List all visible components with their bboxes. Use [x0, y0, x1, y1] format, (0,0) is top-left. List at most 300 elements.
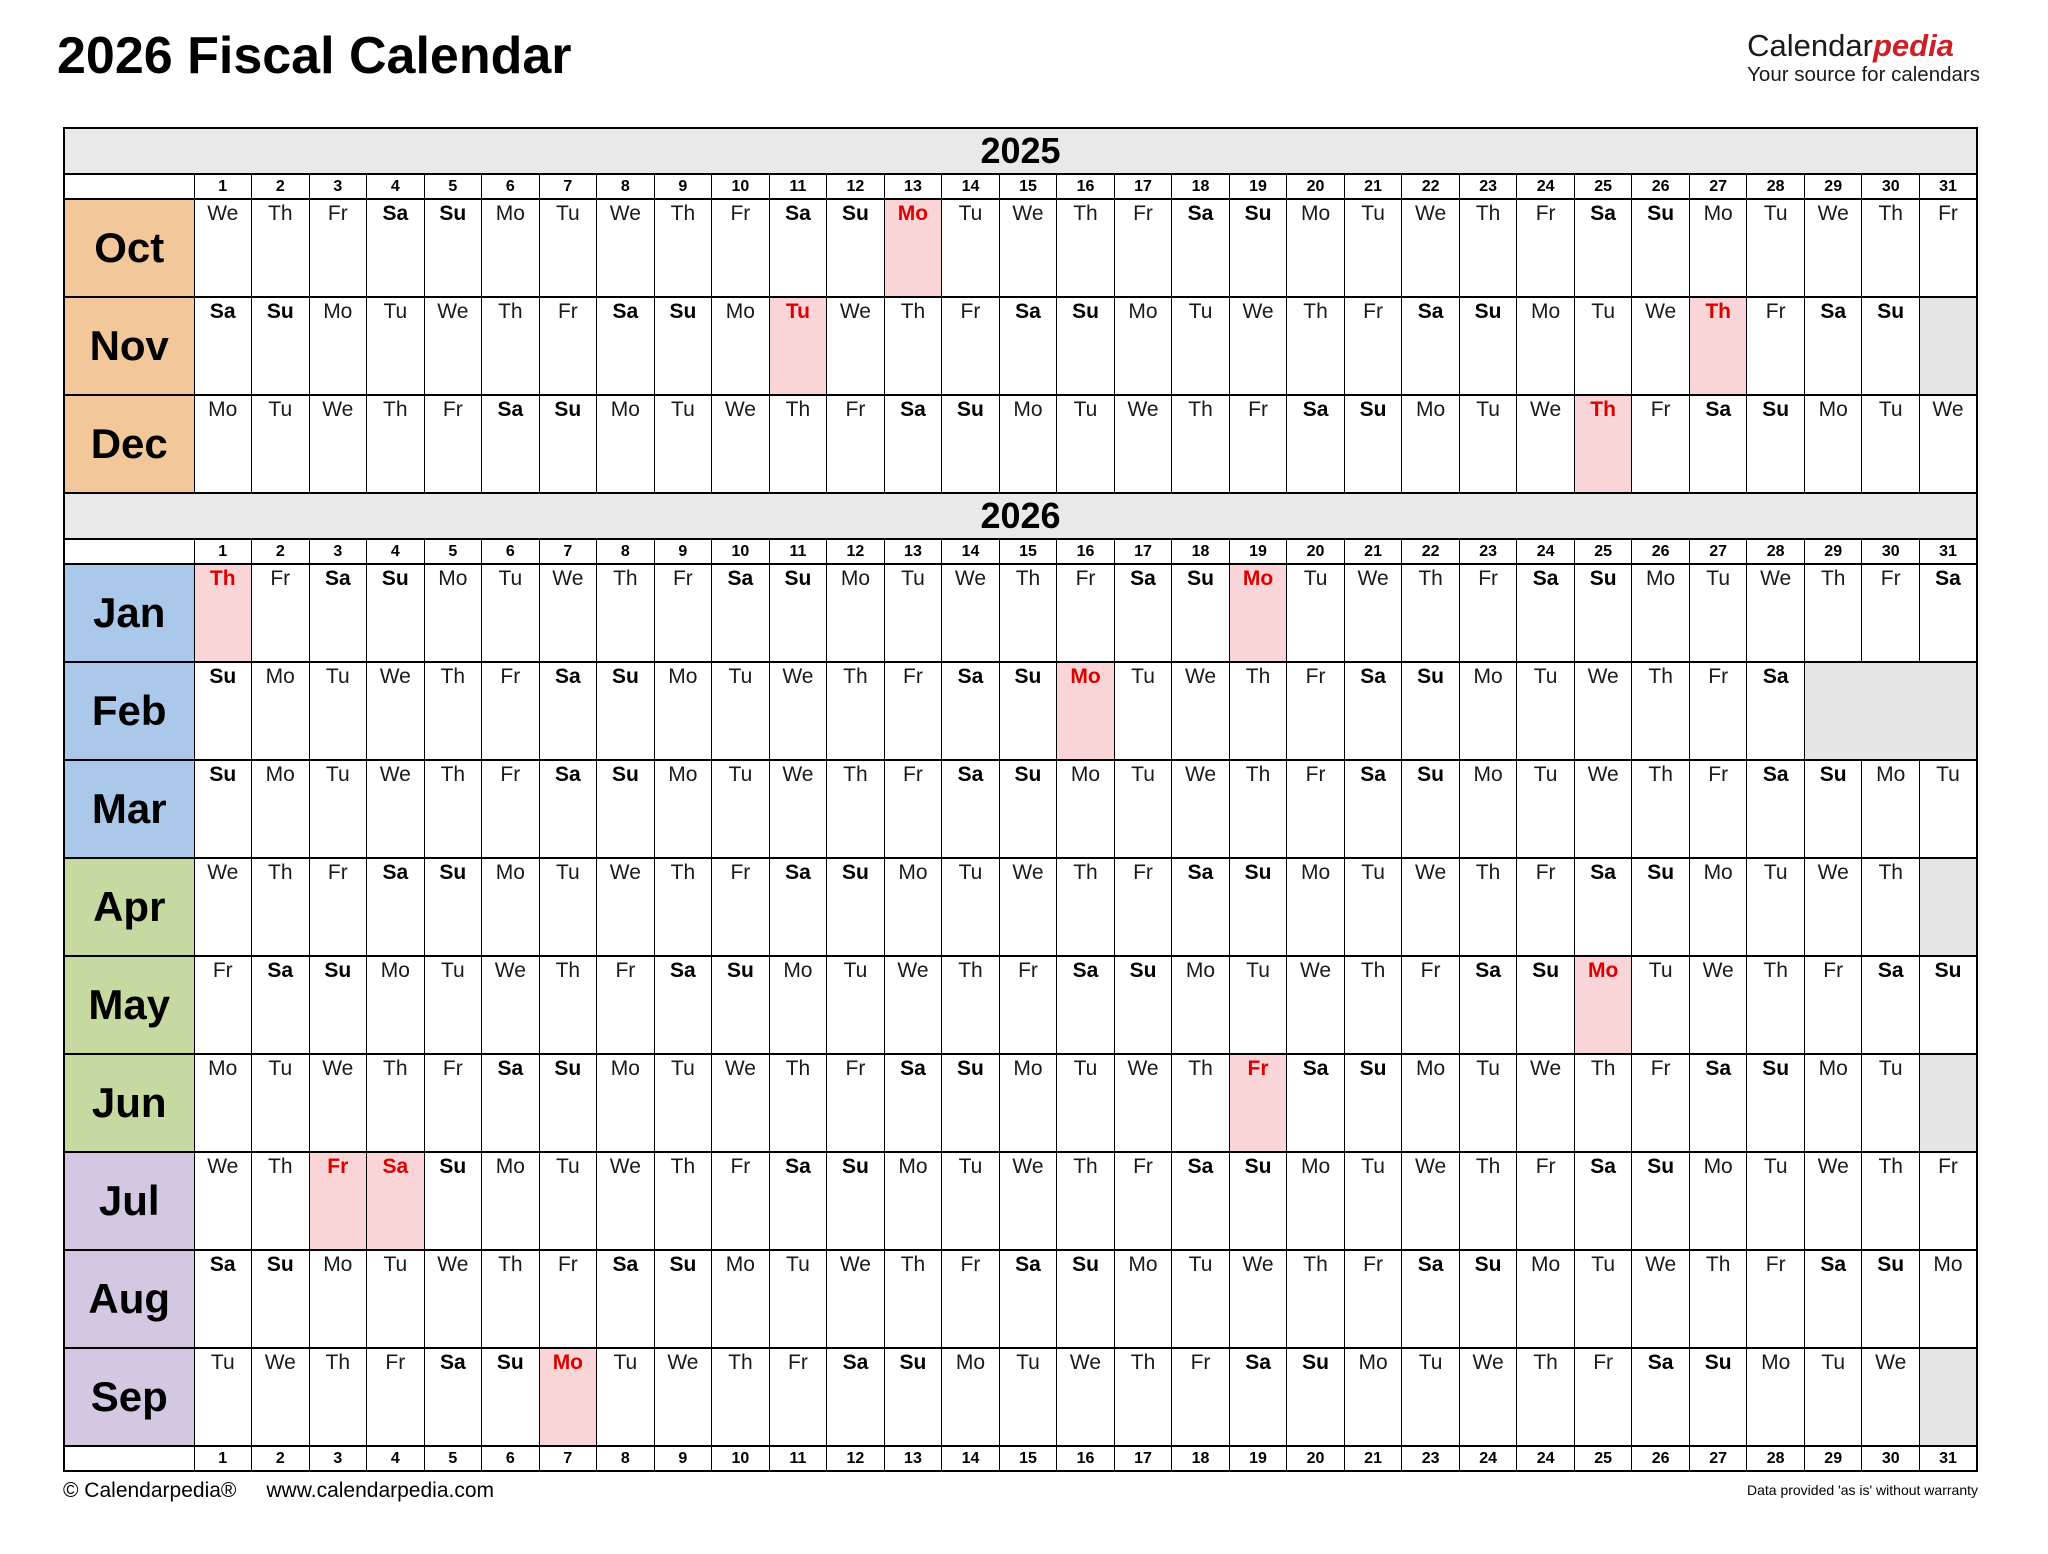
day-Jul-31: Fr — [1919, 1152, 1977, 1250]
day-Jan-8: Th — [597, 564, 655, 662]
month-row-Oct — [64, 199, 1977, 297]
day-Mar-30: Mo — [1862, 760, 1920, 858]
day-Sep-13: Su — [884, 1348, 942, 1446]
day-Dec-25: Th — [1574, 395, 1632, 493]
day-Aug-9: Su — [654, 1250, 712, 1348]
day-May-21: Th — [1344, 956, 1402, 1054]
month-label-Aug: Aug — [64, 1250, 194, 1348]
day-Apr-19: Su — [1229, 858, 1287, 956]
day-Aug-19: We — [1229, 1250, 1287, 1348]
day-Jun-30: Tu — [1862, 1054, 1920, 1152]
day-Mar-16: Mo — [1057, 760, 1115, 858]
day-Jun-19: Fr — [1229, 1054, 1287, 1152]
day-number-row-2026-cell-16: 16 — [1057, 539, 1115, 564]
day-Jan-12: Mo — [827, 564, 885, 662]
day-Dec-11: Th — [769, 395, 827, 493]
day-Jul-10: Fr — [712, 1152, 770, 1250]
day-Jun-18: Th — [1172, 1054, 1230, 1152]
day-Jun-25: Th — [1574, 1054, 1632, 1152]
day-Feb-28: Sa — [1747, 662, 1805, 760]
day-Jan-7: We — [539, 564, 597, 662]
day-Oct-28: Tu — [1747, 199, 1805, 297]
day-Aug-28: Fr — [1747, 1250, 1805, 1348]
day-Nov-7: Fr — [539, 297, 597, 395]
day-number-row-bottom-cell-14: 14 — [942, 1446, 1000, 1471]
day-Jul-26: Su — [1632, 1152, 1690, 1250]
day-Sep-5: Sa — [424, 1348, 482, 1446]
day-Nov-15: Sa — [999, 297, 1057, 395]
day-number-row-2026-cell-28: 28 — [1747, 539, 1805, 564]
day-Oct-15: We — [999, 199, 1057, 297]
day-number-row-bottom-cell-20: 20 — [1287, 1446, 1345, 1471]
year-row-2025 — [64, 128, 1977, 174]
day-Apr-24: Fr — [1517, 858, 1575, 956]
day-Apr-5: Su — [424, 858, 482, 956]
day-number-row-bottom-cell-23: 24 — [1459, 1446, 1517, 1471]
day-Sep-27: Su — [1689, 1348, 1747, 1446]
day-number-row-2026-cell-26: 26 — [1632, 539, 1690, 564]
day-Jan-20: Tu — [1287, 564, 1345, 662]
day-Apr-17: Fr — [1114, 858, 1172, 956]
day-Sep-17: Th — [1114, 1348, 1172, 1446]
month-row-Aug — [64, 1250, 1977, 1348]
day-Jun-21: Su — [1344, 1054, 1402, 1152]
day-Apr-29: We — [1804, 858, 1862, 956]
day-Nov-10: Mo — [712, 297, 770, 395]
day-Nov-16: Su — [1057, 297, 1115, 395]
year-header-2026: 2026 — [64, 493, 1977, 539]
day-Jul-4: Sa — [367, 1152, 425, 1250]
calendar-body — [64, 128, 1977, 1471]
day-number-row-bottom-cell-29: 29 — [1804, 1446, 1862, 1471]
day-Feb-22: Su — [1402, 662, 1460, 760]
day-Mar-6: Fr — [482, 760, 540, 858]
day-Nov-8: Sa — [597, 297, 655, 395]
day-Apr-12: Su — [827, 858, 885, 956]
day-Aug-16: Su — [1057, 1250, 1115, 1348]
day-Feb-21: Sa — [1344, 662, 1402, 760]
day-Dec-23: Tu — [1459, 395, 1517, 493]
day-Sep-20: Su — [1287, 1348, 1345, 1446]
day-Nov-12: We — [827, 297, 885, 395]
day-number-row-2026-cell-20: 20 — [1287, 539, 1345, 564]
day-Feb-17: Tu — [1114, 662, 1172, 760]
day-number-row-2026-cell-7: 7 — [539, 539, 597, 564]
day-Jun-11: Th — [769, 1054, 827, 1152]
day-Dec-10: We — [712, 395, 770, 493]
day-May-11: Mo — [769, 956, 827, 1054]
month-row-Mar — [64, 760, 1977, 858]
day-Jul-16: Th — [1057, 1152, 1115, 1250]
day-Feb-3: Tu — [309, 662, 367, 760]
day-Jan-15: Th — [999, 564, 1057, 662]
day-Sep-19: Sa — [1229, 1348, 1287, 1446]
day-Oct-27: Mo — [1689, 199, 1747, 297]
day-Mar-23: Mo — [1459, 760, 1517, 858]
day-number-row-bottom-cell-11: 11 — [769, 1446, 827, 1471]
day-number-row-2026-cell-6: 6 — [482, 539, 540, 564]
day-Oct-17: Fr — [1114, 199, 1172, 297]
day-number-row-2025-cell-27: 27 — [1689, 174, 1747, 199]
month-label-Mar: Mar — [64, 760, 194, 858]
day-number-row-bottom-cell-15: 15 — [999, 1446, 1057, 1471]
day-May-30: Sa — [1862, 956, 1920, 1054]
day-Nov-27: Th — [1689, 297, 1747, 395]
day-Dec-30: Tu — [1862, 395, 1920, 493]
day-Jun-8: Mo — [597, 1054, 655, 1152]
logo-tagline: Your source for calendars — [1747, 62, 1980, 86]
day-Sep-3: Th — [309, 1348, 367, 1446]
day-Sep-14: Mo — [942, 1348, 1000, 1446]
day-Aug-8: Sa — [597, 1250, 655, 1348]
day-Oct-18: Sa — [1172, 199, 1230, 297]
day-number-row-bottom-cell-21: 21 — [1344, 1446, 1402, 1471]
day-Jun-12: Fr — [827, 1054, 885, 1152]
day-May-29: Fr — [1804, 956, 1862, 1054]
day-Jan-18: Su — [1172, 564, 1230, 662]
day-Nov-30: Su — [1862, 297, 1920, 395]
month-label-Sep: Sep — [64, 1348, 194, 1446]
day-Dec-18: Th — [1172, 395, 1230, 493]
day-Jan-31: Sa — [1919, 564, 1977, 662]
day-number-row-bottom-corner — [64, 1446, 194, 1471]
day-Dec-21: Su — [1344, 395, 1402, 493]
day-Jan-6: Tu — [482, 564, 540, 662]
day-Jun-2: Tu — [252, 1054, 310, 1152]
day-Apr-6: Mo — [482, 858, 540, 956]
calendarpedia-logo — [1747, 30, 1980, 85]
day-Aug-31: Mo — [1919, 1250, 1977, 1348]
day-Sep-8: Tu — [597, 1348, 655, 1446]
month-row-May — [64, 956, 1977, 1054]
day-May-16: Sa — [1057, 956, 1115, 1054]
day-number-row-2025-cell-14: 14 — [942, 174, 1000, 199]
day-number-row-2025-cell-12: 12 — [827, 174, 885, 199]
day-May-4: Mo — [367, 956, 425, 1054]
day-Mar-12: Th — [827, 760, 885, 858]
day-number-row-bottom-cell-10: 10 — [712, 1446, 770, 1471]
day-Oct-21: Tu — [1344, 199, 1402, 297]
day-May-17: Su — [1114, 956, 1172, 1054]
day-Jul-19: Su — [1229, 1152, 1287, 1250]
day-Aug-14: Fr — [942, 1250, 1000, 1348]
day-Nov-14: Fr — [942, 297, 1000, 395]
day-Apr-11: Sa — [769, 858, 827, 956]
day-Jun-1: Mo — [194, 1054, 252, 1152]
day-May-8: Fr — [597, 956, 655, 1054]
day-number-row-2025-cell-3: 3 — [309, 174, 367, 199]
day-May-10: Su — [712, 956, 770, 1054]
day-Nov-3: Mo — [309, 297, 367, 395]
day-Mar-17: Tu — [1114, 760, 1172, 858]
day-Aug-17: Mo — [1114, 1250, 1172, 1348]
day-number-row-2025-cell-16: 16 — [1057, 174, 1115, 199]
day-number-row-bottom-cell-18: 18 — [1172, 1446, 1230, 1471]
day-Feb-10: Tu — [712, 662, 770, 760]
day-Mar-4: We — [367, 760, 425, 858]
day-Jan-16: Fr — [1057, 564, 1115, 662]
day-Apr-20: Mo — [1287, 858, 1345, 956]
day-Jan-28: We — [1747, 564, 1805, 662]
day-number-row-bottom-cell-2: 2 — [252, 1446, 310, 1471]
day-May-18: Mo — [1172, 956, 1230, 1054]
day-Sep-6: Su — [482, 1348, 540, 1446]
day-Feb-9: Mo — [654, 662, 712, 760]
day-Feb-7: Sa — [539, 662, 597, 760]
day-Jul-30: Th — [1862, 1152, 1920, 1250]
day-Sep-12: Sa — [827, 1348, 885, 1446]
day-number-row-bottom-cell-12: 12 — [827, 1446, 885, 1471]
day-Feb-24: Tu — [1517, 662, 1575, 760]
day-Nov-13: Th — [884, 297, 942, 395]
day-number-row-2025-cell-21: 21 — [1344, 174, 1402, 199]
day-Nov-5: We — [424, 297, 482, 395]
day-Nov-20: Th — [1287, 297, 1345, 395]
day-Aug-30: Su — [1862, 1250, 1920, 1348]
day-number-row-2025-cell-28: 28 — [1747, 174, 1805, 199]
empty-days-Sep — [1919, 1348, 1977, 1446]
day-number-row-2025-cell-29: 29 — [1804, 174, 1862, 199]
day-Jun-14: Su — [942, 1054, 1000, 1152]
day-Nov-4: Tu — [367, 297, 425, 395]
year-header-2025: 2025 — [64, 128, 1977, 174]
day-Jul-21: Tu — [1344, 1152, 1402, 1250]
day-Oct-26: Su — [1632, 199, 1690, 297]
day-Apr-21: Tu — [1344, 858, 1402, 956]
day-Jul-18: Sa — [1172, 1152, 1230, 1250]
day-Oct-7: Tu — [539, 199, 597, 297]
day-Sep-29: Tu — [1804, 1348, 1862, 1446]
day-Apr-25: Sa — [1574, 858, 1632, 956]
day-Jan-19: Mo — [1229, 564, 1287, 662]
day-Mar-19: Th — [1229, 760, 1287, 858]
day-Jul-20: Mo — [1287, 1152, 1345, 1250]
month-row-Sep — [64, 1348, 1977, 1446]
day-Aug-25: Tu — [1574, 1250, 1632, 1348]
day-Feb-5: Th — [424, 662, 482, 760]
footer — [63, 1479, 494, 1503]
day-number-row-bottom-cell-8: 8 — [597, 1446, 655, 1471]
day-Dec-31: We — [1919, 395, 1977, 493]
day-Feb-12: Th — [827, 662, 885, 760]
day-number-row-2026-cell-23: 23 — [1459, 539, 1517, 564]
day-Dec-4: Th — [367, 395, 425, 493]
day-Apr-1: We — [194, 858, 252, 956]
day-Apr-3: Fr — [309, 858, 367, 956]
day-Mar-2: Mo — [252, 760, 310, 858]
month-row-Jun — [64, 1054, 1977, 1152]
day-May-24: Su — [1517, 956, 1575, 1054]
day-number-row-bottom-cell-3: 3 — [309, 1446, 367, 1471]
day-number-row-2025-cell-26: 26 — [1632, 174, 1690, 199]
day-Sep-21: Mo — [1344, 1348, 1402, 1446]
day-Mar-15: Su — [999, 760, 1057, 858]
day-Nov-26: We — [1632, 297, 1690, 395]
day-number-row-2025-cell-7: 7 — [539, 174, 597, 199]
day-Apr-18: Sa — [1172, 858, 1230, 956]
empty-days-Feb — [1804, 662, 1977, 760]
day-Mar-7: Sa — [539, 760, 597, 858]
day-Dec-9: Tu — [654, 395, 712, 493]
day-Apr-8: We — [597, 858, 655, 956]
day-May-15: Fr — [999, 956, 1057, 1054]
day-Feb-19: Th — [1229, 662, 1287, 760]
day-Feb-6: Fr — [482, 662, 540, 760]
day-number-row-bottom-cell-27: 27 — [1689, 1446, 1747, 1471]
month-label-Jun: Jun — [64, 1054, 194, 1152]
day-number-row-2025-cell-15: 15 — [999, 174, 1057, 199]
day-number-row-2026-cell-10: 10 — [712, 539, 770, 564]
day-number-row-2026-cell-29: 29 — [1804, 539, 1862, 564]
day-Feb-27: Fr — [1689, 662, 1747, 760]
day-Nov-2: Su — [252, 297, 310, 395]
day-Oct-13: Mo — [884, 199, 942, 297]
day-number-row-2026 — [64, 539, 1977, 564]
day-Mar-22: Su — [1402, 760, 1460, 858]
day-Jul-12: Su — [827, 1152, 885, 1250]
day-Oct-16: Th — [1057, 199, 1115, 297]
day-Mar-18: We — [1172, 760, 1230, 858]
day-Aug-22: Sa — [1402, 1250, 1460, 1348]
day-Aug-12: We — [827, 1250, 885, 1348]
day-Oct-3: Fr — [309, 199, 367, 297]
day-number-row-2026-corner — [64, 539, 194, 564]
day-Apr-23: Th — [1459, 858, 1517, 956]
year-row-2026 — [64, 493, 1977, 539]
day-Feb-26: Th — [1632, 662, 1690, 760]
day-May-25: Mo — [1574, 956, 1632, 1054]
day-Apr-14: Tu — [942, 858, 1000, 956]
day-Nov-18: Tu — [1172, 297, 1230, 395]
day-Dec-20: Sa — [1287, 395, 1345, 493]
day-Dec-3: We — [309, 395, 367, 493]
day-Jan-13: Tu — [884, 564, 942, 662]
day-Oct-8: We — [597, 199, 655, 297]
day-Apr-16: Th — [1057, 858, 1115, 956]
day-Jul-22: We — [1402, 1152, 1460, 1250]
day-number-row-2025 — [64, 174, 1977, 199]
day-Nov-9: Su — [654, 297, 712, 395]
day-Dec-22: Mo — [1402, 395, 1460, 493]
day-Oct-12: Su — [827, 199, 885, 297]
day-number-row-bottom-cell-19: 19 — [1229, 1446, 1287, 1471]
day-Jul-8: We — [597, 1152, 655, 1250]
day-Aug-20: Th — [1287, 1250, 1345, 1348]
day-Dec-14: Su — [942, 395, 1000, 493]
day-Mar-14: Sa — [942, 760, 1000, 858]
day-Feb-23: Mo — [1459, 662, 1517, 760]
day-Feb-16: Mo — [1057, 662, 1115, 760]
empty-days-Jun — [1919, 1054, 1977, 1152]
day-Jun-4: Th — [367, 1054, 425, 1152]
day-number-row-2025-cell-25: 25 — [1574, 174, 1632, 199]
day-Feb-8: Su — [597, 662, 655, 760]
day-May-19: Tu — [1229, 956, 1287, 1054]
day-Apr-13: Mo — [884, 858, 942, 956]
day-Jan-2: Fr — [252, 564, 310, 662]
day-Dec-15: Mo — [999, 395, 1057, 493]
day-Feb-1: Su — [194, 662, 252, 760]
day-Apr-22: We — [1402, 858, 1460, 956]
day-number-row-2026-cell-8: 8 — [597, 539, 655, 564]
day-Aug-15: Sa — [999, 1250, 1057, 1348]
day-Jul-5: Su — [424, 1152, 482, 1250]
day-Jul-1: We — [194, 1152, 252, 1250]
day-Nov-19: We — [1229, 297, 1287, 395]
day-Dec-16: Tu — [1057, 395, 1115, 493]
day-number-row-bottom-cell-13: 13 — [884, 1446, 942, 1471]
day-Jun-5: Fr — [424, 1054, 482, 1152]
day-Mar-5: Th — [424, 760, 482, 858]
day-May-6: We — [482, 956, 540, 1054]
day-number-row-2026-cell-12: 12 — [827, 539, 885, 564]
day-Sep-15: Tu — [999, 1348, 1057, 1446]
day-Sep-24: Th — [1517, 1348, 1575, 1446]
day-Apr-26: Su — [1632, 858, 1690, 956]
day-Nov-28: Fr — [1747, 297, 1805, 395]
day-Jun-27: Sa — [1689, 1054, 1747, 1152]
day-Feb-14: Sa — [942, 662, 1000, 760]
day-Feb-13: Fr — [884, 662, 942, 760]
day-number-row-2026-cell-25: 25 — [1574, 539, 1632, 564]
day-Sep-18: Fr — [1172, 1348, 1230, 1446]
day-Sep-30: We — [1862, 1348, 1920, 1446]
day-Jun-13: Sa — [884, 1054, 942, 1152]
day-Dec-2: Tu — [252, 395, 310, 493]
day-number-row-2026-cell-15: 15 — [999, 539, 1057, 564]
day-Mar-21: Sa — [1344, 760, 1402, 858]
day-Aug-2: Su — [252, 1250, 310, 1348]
day-Aug-26: We — [1632, 1250, 1690, 1348]
month-row-Jan — [64, 564, 1977, 662]
day-Nov-6: Th — [482, 297, 540, 395]
month-row-Apr — [64, 858, 1977, 956]
day-number-row-2026-cell-11: 11 — [769, 539, 827, 564]
day-Dec-8: Mo — [597, 395, 655, 493]
day-Oct-1: We — [194, 199, 252, 297]
day-Apr-2: Th — [252, 858, 310, 956]
day-Jan-9: Fr — [654, 564, 712, 662]
logo-brand-red: pedia — [1872, 28, 1954, 63]
day-number-row-bottom-cell-17: 17 — [1114, 1446, 1172, 1471]
empty-days-Apr — [1919, 858, 1977, 956]
day-Oct-23: Th — [1459, 199, 1517, 297]
day-Jul-9: Th — [654, 1152, 712, 1250]
day-Aug-27: Th — [1689, 1250, 1747, 1348]
day-Nov-24: Mo — [1517, 297, 1575, 395]
day-Apr-10: Fr — [712, 858, 770, 956]
day-Jun-16: Tu — [1057, 1054, 1115, 1152]
day-Oct-5: Su — [424, 199, 482, 297]
day-number-row-2025-cell-19: 19 — [1229, 174, 1287, 199]
day-Oct-19: Su — [1229, 199, 1287, 297]
day-number-row-2025-cell-4: 4 — [367, 174, 425, 199]
day-Jun-29: Mo — [1804, 1054, 1862, 1152]
day-Jul-29: We — [1804, 1152, 1862, 1250]
day-May-3: Su — [309, 956, 367, 1054]
day-Oct-20: Mo — [1287, 199, 1345, 297]
day-number-row-2026-cell-1: 1 — [194, 539, 252, 564]
day-May-14: Th — [942, 956, 1000, 1054]
day-Jul-3: Fr — [309, 1152, 367, 1250]
day-Aug-11: Tu — [769, 1250, 827, 1348]
day-number-row-2025-cell-13: 13 — [884, 174, 942, 199]
day-number-row-2026-cell-2: 2 — [252, 539, 310, 564]
day-Oct-22: We — [1402, 199, 1460, 297]
day-Mar-28: Sa — [1747, 760, 1805, 858]
day-Nov-29: Sa — [1804, 297, 1862, 395]
day-Jul-7: Tu — [539, 1152, 597, 1250]
